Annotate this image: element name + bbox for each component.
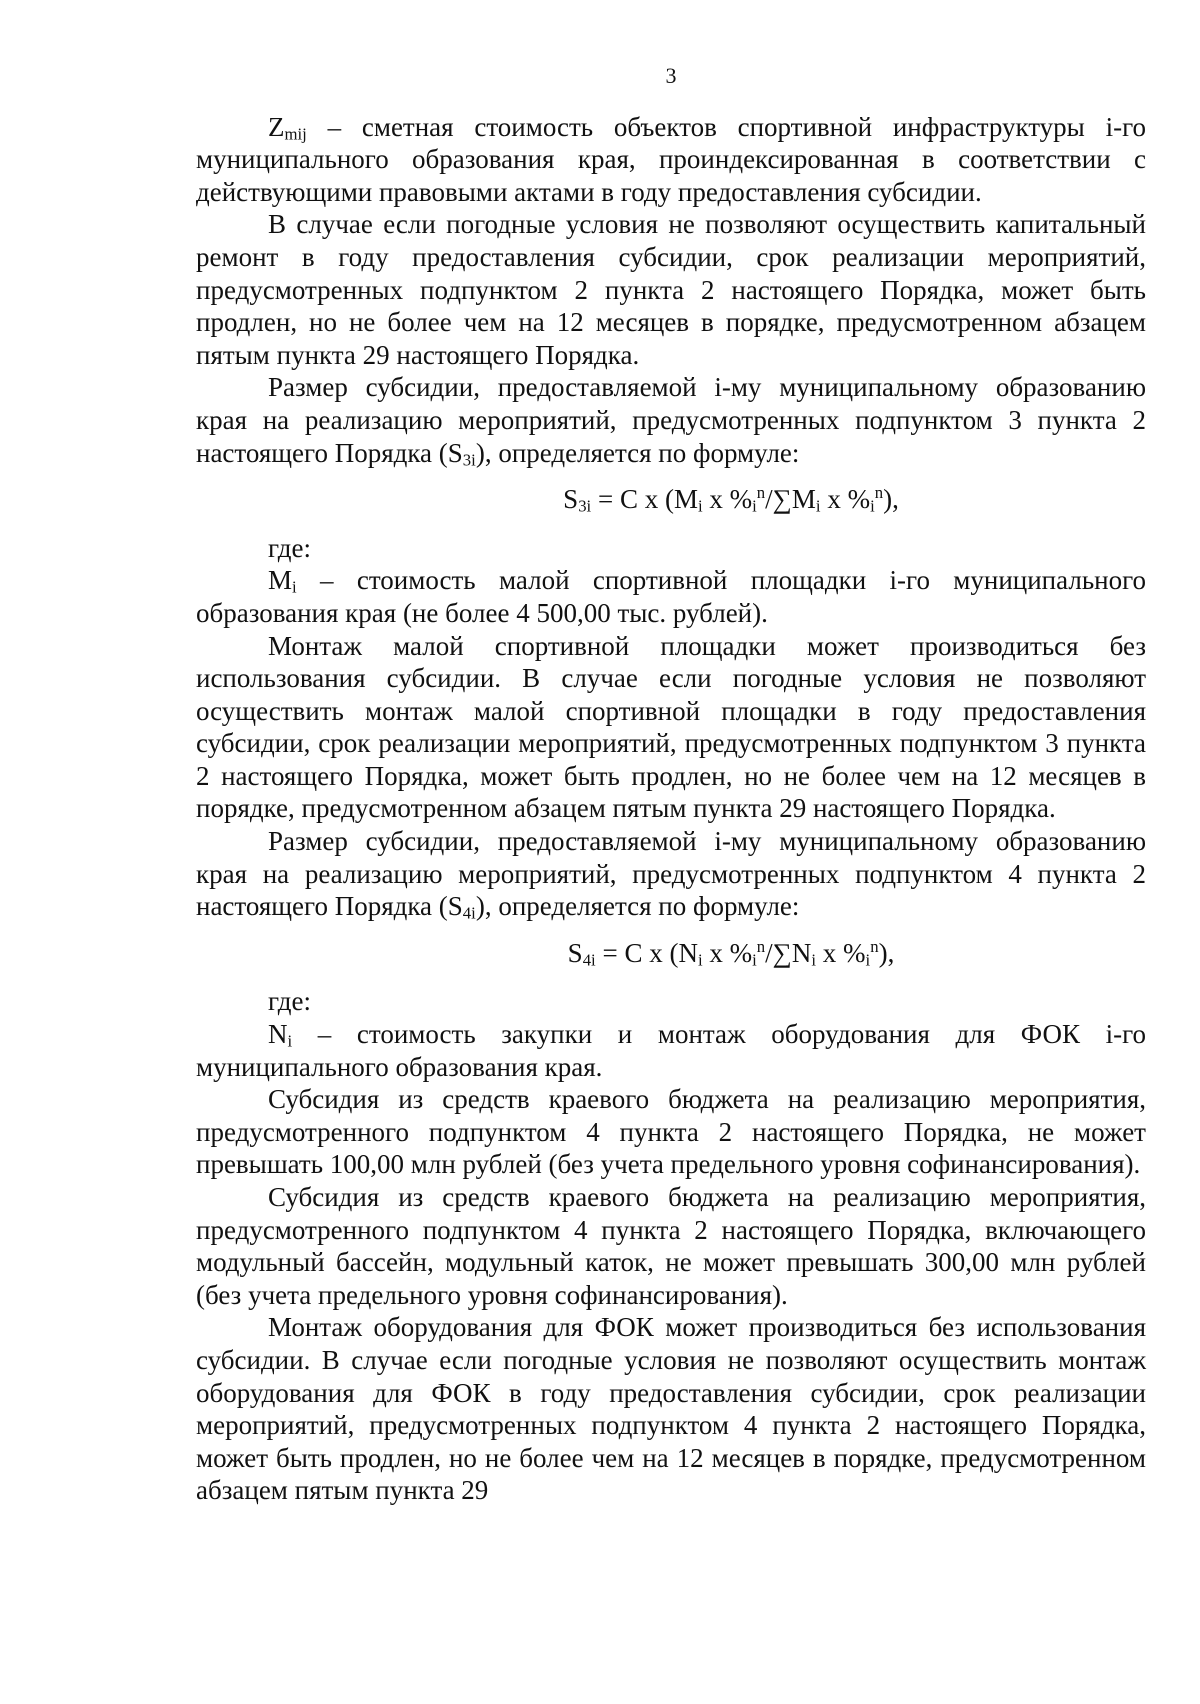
formula-s3i xyxy=(196,483,1146,516)
formula-part: x % xyxy=(816,937,866,968)
formula-subscript: i xyxy=(870,496,875,516)
paragraph-zmij-definition xyxy=(196,111,1146,209)
formula-part: /∑M xyxy=(765,484,816,515)
formula-part: /∑N xyxy=(765,937,812,968)
paragraph-capital-repair-extension: В случае если погодные условия не позволяют осуществить капитальный ремонт в году предоставления субсидии, срок реализации мероприятий, предусмотренных подпунктом 2 пункта 2 настоящего Порядка, может быть продлен, но не более чем на 12 месяцев в порядке, предусмотренном абзацем пятым пункта 29 настоящего Порядка. xyxy=(196,209,1146,370)
variable-m-subscript: i xyxy=(292,577,297,597)
variable-z: Z xyxy=(268,111,285,142)
formula-subscript: 3i xyxy=(578,496,592,516)
paragraph-fok-mounting: Монтаж оборудования для ФОК может производиться без использования субсидии. В случае если погодные условия не позволяют осуществить монтаж оборудования для ФОК в году предоставления субсидии, срок реализации мероприятий, предусмотренных подпунктом 4 пункта 2 настоящего Порядка, может быть продлен, но не более чем на 12 месяцев в порядке, предусмотренном абзацем пятым пункта 29 xyxy=(196,1312,1146,1506)
formula-part: = C x (N xyxy=(595,937,698,968)
formula-part: ), xyxy=(883,484,899,515)
paragraph-text: – стоимость малой спортивной площадки i-го муниципального образования края (не более 4 500,00 тыс. рублей). xyxy=(196,565,1146,628)
formula-subscript: i xyxy=(752,950,757,970)
subscript: 3i xyxy=(462,450,476,470)
paragraph-mi-definition xyxy=(196,564,1146,629)
formula-symbol: S xyxy=(563,484,579,515)
formula-subscript: i xyxy=(697,496,703,516)
paragraph-subsidy-size-s4 xyxy=(196,825,1146,923)
formula-part: ), xyxy=(878,937,895,968)
paragraph-text: – сметная стоимость объектов спортивной инфраструктуры i-го муниципального образования края, проиндексированная в соответствии с действующими правовыми актами в году предоставления субсидии. xyxy=(196,111,1146,207)
formula-part: x % xyxy=(820,484,871,515)
formula-superscript: n xyxy=(870,936,879,956)
formula-subscript: i xyxy=(811,950,817,970)
formula-part: x % xyxy=(702,484,753,515)
paragraph-text: ), определяется по формуле: xyxy=(475,437,800,468)
variable-z-subscript: mij xyxy=(284,124,307,144)
paragraph-subsidy-limit-300: Субсидия из средств краевого бюджета на реализацию мероприятия, предусмотренного подпунктом 4 пункта 2 настоящего Порядка, включающего модульный бассейн, модульный каток, не может превышать 300,00 млн рублей (без учета предельного уровня софинансирования). xyxy=(196,1182,1146,1310)
formula-symbol: S xyxy=(567,937,583,968)
paragraph-small-site-mounting: Монтаж малой спортивной площадки может производиться без использования субсидии. В случае если погодные условия не позволяют осуществить монтаж малой спортивной площадки в году предоставления субсидии, срок реализации мероприятий, предусмотренных подпунктом 3 пункта 2 настоящего Порядка, может быть продлен, но не более чем на 12 месяцев в порядке, предусмотренном абзацем пятым пункта 29 настоящего Порядка. xyxy=(196,630,1146,824)
formula-part: = C x (M xyxy=(591,484,698,515)
where-label: где: xyxy=(268,532,311,563)
paragraph-text: ), определяется по формуле: xyxy=(475,891,800,922)
paragraph-text: Размер субсидии, предоставляемой i-му муниципальному образованию края на реализацию мероприятий, предусмотренных подпунктом 4 пункта 2 настоящего Порядка (S xyxy=(196,826,1146,922)
where-label: где: xyxy=(268,986,311,1017)
paragraph-subsidy-limit-100: Субсидия из средств краевого бюджета на реализацию мероприятия, предусмотренного подпунктом 4 пункта 2 настоящего Порядка, не может превышать 100,00 млн рублей (без учета предельного уровня софинансирования). xyxy=(196,1084,1146,1180)
formula-superscript: n xyxy=(756,483,766,503)
variable-n-subscript: i xyxy=(287,1031,293,1051)
paragraph-text: – стоимость закупки и монтаж оборудования для ФОК i-го муниципального образования края. xyxy=(196,1019,1146,1082)
variable-m: M xyxy=(268,565,293,596)
formula-subscript: i xyxy=(697,950,703,970)
formula-subscript: i xyxy=(865,950,871,970)
variable-n: N xyxy=(268,1019,288,1050)
formula-s4i xyxy=(196,937,1146,970)
formula-superscript: n xyxy=(874,483,884,503)
subscript: 4i xyxy=(462,903,476,923)
page-number: 3 xyxy=(665,63,677,88)
paragraph-ni-definition xyxy=(196,1018,1146,1083)
formula-subscript: i xyxy=(752,496,757,516)
formula-superscript: n xyxy=(756,936,766,956)
paragraph-text: Размер субсидии, предоставляемой i-му муниципальному образованию края на реализацию мероприятий, предусмотренных подпунктом 3 пункта 2 настоящего Порядка (S xyxy=(196,372,1146,468)
formula-part: x % xyxy=(702,937,753,968)
paragraph-subsidy-size-s3 xyxy=(196,371,1146,469)
document-page xyxy=(196,60,1146,1507)
formula-subscript: 4i xyxy=(582,950,596,970)
formula-subscript: i xyxy=(815,496,821,516)
